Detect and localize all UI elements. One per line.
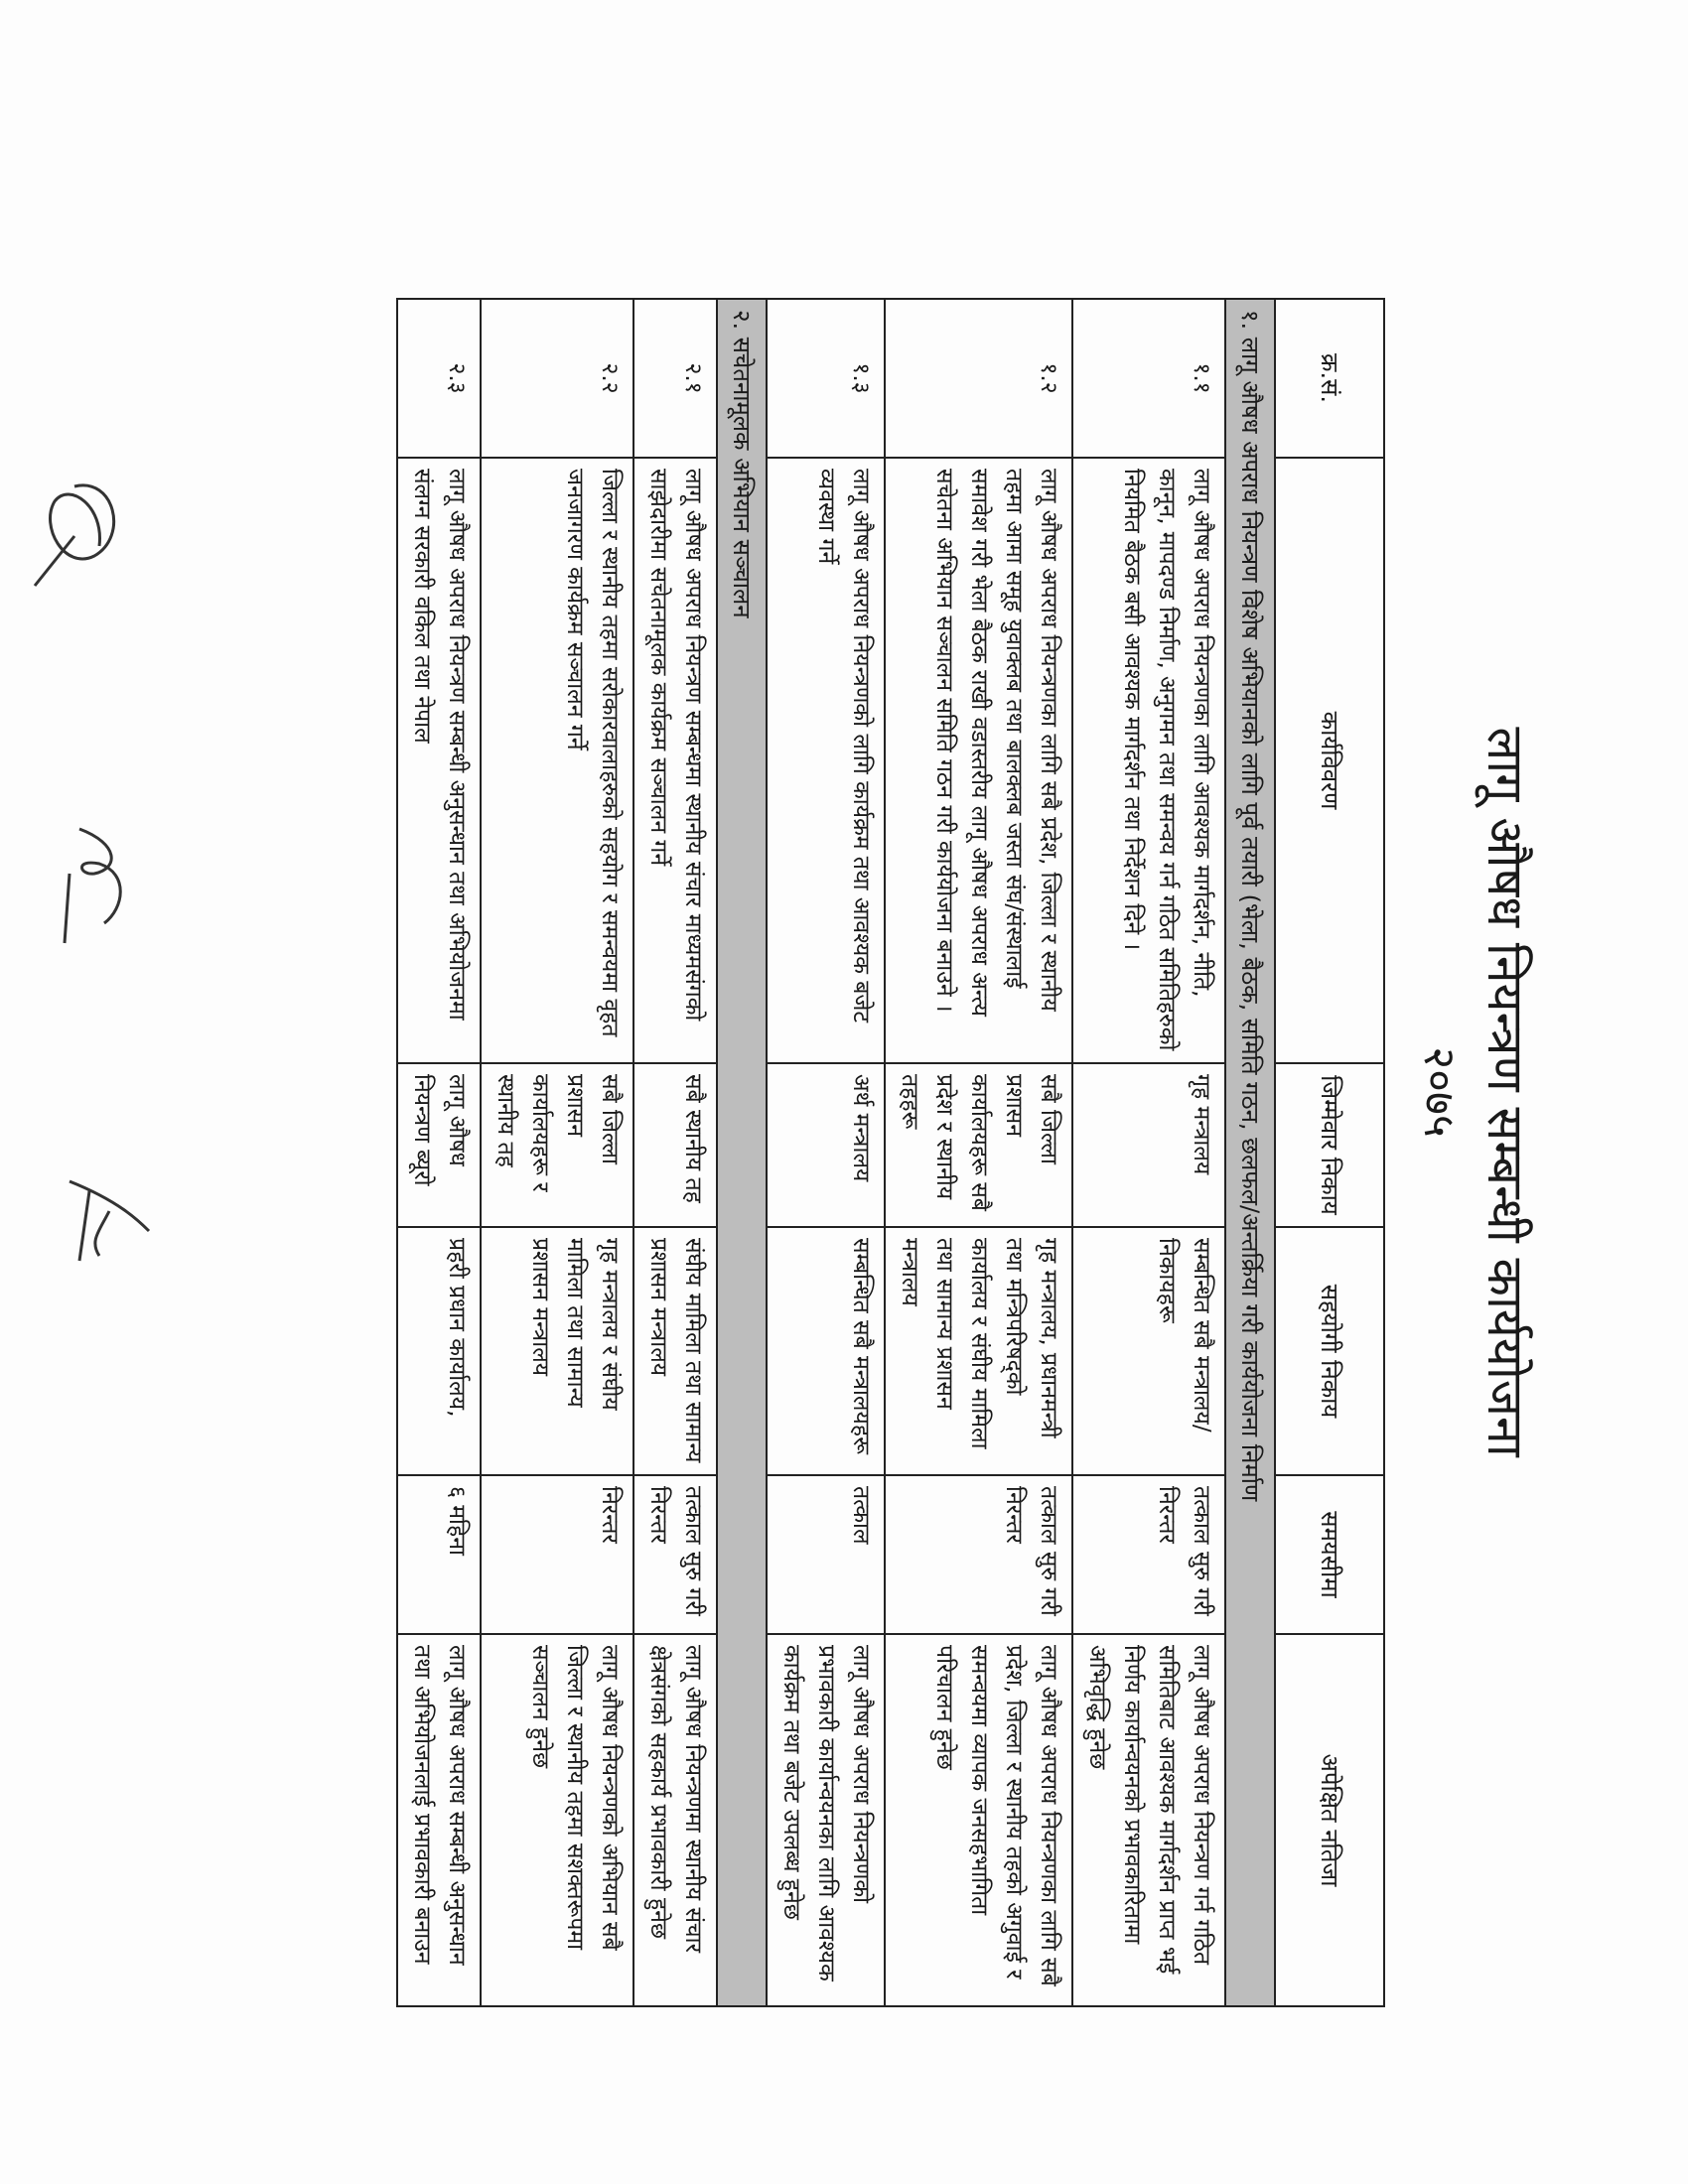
header-responsible: जिम्मेवार निकाय: [1275, 1063, 1384, 1227]
header-outcome: अपेक्षित नतिजा: [1275, 1634, 1384, 2006]
section-title: १. लागू औषध अपराध नियन्त्रण विशेष अभियानको लागि पूर्व तयारी (भेला, बैठक, समिति गठन, छलफल/अन्तर्क्रिया गरी कार्ययोजना निर्माण: [1225, 299, 1275, 2006]
cell-activity: लागू औषध अपराध नियन्त्रणको लागि कार्यक्रम तथा आवश्यक बजेट व्यवस्था गर्ने: [767, 458, 885, 1063]
cell-timeline: तत्काल सुरु गरी निरन्तर: [1072, 1475, 1225, 1634]
cell-support: सम्बन्धित सबै मन्त्रालयहरू: [767, 1227, 885, 1475]
cell-outcome: लागू औषध अपराध सम्बन्धी अनुसन्धान तथा अभियोजनलाई प्रभावकारी बनाउन: [397, 1634, 481, 2006]
cell-sn: १.१: [1072, 299, 1225, 458]
table-row: [885, 299, 1072, 2006]
section-row: [717, 299, 767, 2006]
table-row: [767, 299, 885, 2006]
cell-timeline: तत्काल: [767, 1475, 885, 1634]
signature-mark: [25, 467, 134, 606]
document-title: लागू औषध नियन्त्रण सम्बन्धी कार्ययोजना: [1477, 727, 1534, 1457]
cell-outcome: लागू औषध अपराध नियन्त्रणका लागि सबै प्रदेश, जिल्ला र स्थानीय तहको अगुवाई र समन्वयमा व्यापक जनसहभागिता परिचालन हुनेछ: [885, 1634, 1072, 2006]
action-plan-table: [396, 298, 1385, 2007]
header-row: [1275, 299, 1384, 2006]
cell-outcome: लागू औषध नियन्त्रणको अभियान सबै जिल्ला र स्थानीय तहमा सशक्तरूपमा सञ्चालन हुनेछ: [481, 1634, 633, 2006]
cell-timeline: निरन्तर: [481, 1475, 633, 1634]
cell-responsible: सबै जिल्ला प्रशासन कार्यालयहरू र स्थानीय तह: [481, 1063, 633, 1227]
cell-activity: लागू औषध अपराध नियन्त्रण सम्बन्धमा स्थानीय संचार माध्यमसंगको साझेदारीमा सचेतनामूलक कार्यक्रम सञ्चालन गर्ने: [633, 458, 717, 1063]
cell-sn: २.३: [397, 299, 481, 458]
cell-activity: लागू औषध अपराध नियन्त्रणका लागि आवश्यक मार्गदर्शन, नीति, कानून, मापदण्ड निर्माण, अनुगमन तथा समन्वय गर्न गठित समितिहरुको नियमित बैठक बसी आवश्यक मार्गदर्शन तथा निर्देशन दिने ।: [1072, 458, 1225, 1063]
document-year: २०७५: [1414, 1046, 1465, 1138]
cell-responsible: सबै जिल्ला प्रशासन कार्यालयहरू सबै प्रदेश र स्थानीय तहहरू: [885, 1063, 1072, 1227]
cell-outcome: लागू औषध अपराध नियन्त्रणको प्रभावकारी कार्यान्वयनका लागि आवश्यक कार्यक्रम तथा बजेट उपलब्ध हुनेछ: [767, 1634, 885, 2006]
header-support: सहयोगी निकाय: [1275, 1227, 1384, 1475]
table-row: [1072, 299, 1225, 2006]
cell-timeline: तत्काल सुरु गरी निरन्तर: [885, 1475, 1072, 1634]
cell-activity: लागू औषध अपराध नियन्त्रण सम्बन्धी अनुसन्धान तथा अभियोजनमा संलग्न सरकारी वकिल तथा नेपाल: [397, 458, 481, 1063]
cell-support: सम्बन्धित सबै मन्त्रालय/निकायहरू: [1072, 1227, 1225, 1475]
cell-responsible: गृह मन्त्रालय: [1072, 1063, 1225, 1227]
cell-responsible: लागू औषध नियन्त्रण ब्यूरो: [397, 1063, 481, 1227]
header-timeline: समयसीमा: [1275, 1475, 1384, 1634]
table-row: [397, 299, 481, 2006]
cell-support: प्रहरी प्रधान कार्यालय,: [397, 1227, 481, 1475]
cell-responsible: सबै स्थानीय तह: [633, 1063, 717, 1227]
cell-support: गृह मन्त्रालय र संघीय मामिला तथा सामान्य प्रशासन मन्त्रालय: [481, 1227, 633, 1475]
cell-outcome: लागू औषध नियन्त्रणमा स्थानीय संचार क्षेत्रसंगको सहकार्य प्रभावकारी हुनेछ: [633, 1634, 717, 2006]
cell-support: संघीय मामिला तथा सामान्य प्रशासन मन्त्रालय: [633, 1227, 717, 1475]
cell-support: गृह मन्त्रालय, प्रधानमन्त्री तथा मन्त्रिपरिषद्को कार्यालय र संघीय मामिला तथा सामान्य प्रशासन मन्त्रालय: [885, 1227, 1072, 1475]
section-title: २. सचेतनामूलक अभियान सञ्चालन: [717, 299, 767, 2006]
cell-outcome: लागू औषध अपराध नियन्त्रण गर्न गठित समितिबाट आवश्यक मार्गदर्शन प्राप्त भई निर्णय कार्यान्वयनको प्रभावकारितामा अभिवृद्धि हुनेछ: [1072, 1634, 1225, 2006]
header-sn: क्र.सं.: [1275, 299, 1384, 458]
cell-timeline: तत्काल सुरु गरी निरन्तर: [633, 1475, 717, 1634]
table-row: [633, 299, 717, 2006]
section-row: [1225, 299, 1275, 2006]
header-activity: कार्यविवरण: [1275, 458, 1384, 1063]
cell-timeline: ६ महिना: [397, 1475, 481, 1634]
table-row: [481, 299, 633, 2006]
cell-sn: २.२: [481, 299, 633, 458]
cell-activity: लागू औषध अपराध नियन्त्रणका लागि सबै प्रदेश, जिल्ला र स्थानीय तहमा आमा समूह युवाक्लब तथा बालक्लब जस्ता संघ/संस्थालाई समावेश गरी भेला बैठक राखी वडास्तरीय लागू औषध अपराध अन्त्य सचेतना अभियान सञ्चालन समिति गठन गरी कार्ययोजना बनाउने ।: [885, 458, 1072, 1063]
cell-sn: २.१: [633, 299, 717, 458]
signature-mark: [50, 814, 149, 953]
cell-activity: जिल्ला र स्थानीय तहमा सरोकारवालाहरुको सहयोग र समन्वयमा वृहत जनजागरण कार्यक्रम सञ्चालन गर्ने: [481, 458, 633, 1063]
signature-mark: [50, 1161, 159, 1281]
cell-responsible: अर्थ मन्त्रालय: [767, 1063, 885, 1227]
cell-sn: १.३: [767, 299, 885, 458]
cell-sn: १.२: [885, 299, 1072, 458]
